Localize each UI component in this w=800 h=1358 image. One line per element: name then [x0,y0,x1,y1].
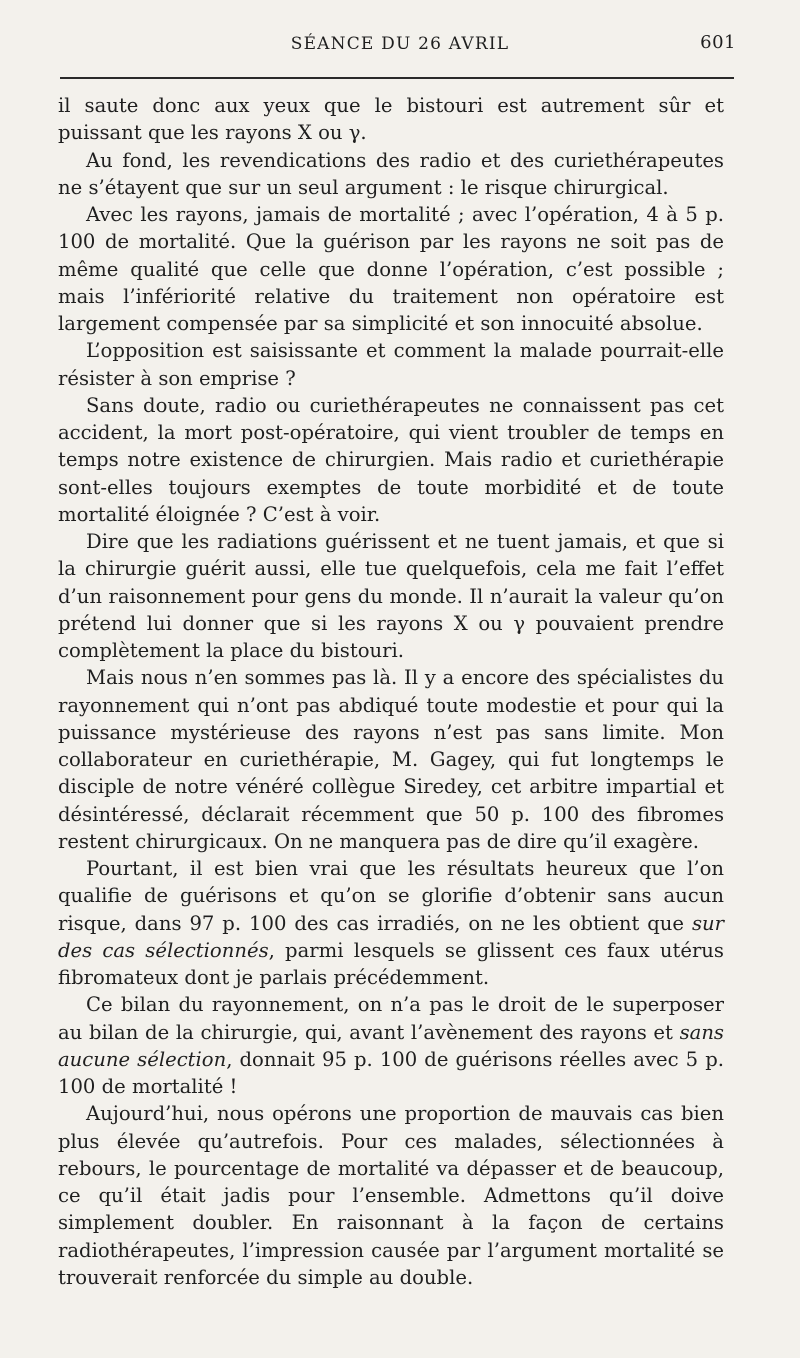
paragraph-3: Avec les rayons, jamais de mortalité ; avec l’opération, 4 à 5 p. 100 de mortalité. Que la guérison par les rayons ne soit pas de même qualité que celle que donne l’opération, c’est possible ; mais l’infériorité relative du traitement non opératoire est largement compensée par sa simplicité et son innocuité absolue. [58,203,724,335]
paragraph-8-italic: sur des cas sélectionnés [58,911,724,962]
header-title: SÉANCE DU 26 AVRIL [290,34,510,54]
running-header [60,30,740,64]
paragraph-8 [58,855,724,991]
paragraph-5: Sans doute, radio ou curiethérapeutes ne connaissent pas cet accident, la mort post-opératoire, qui vient troubler de temps en temps notre existence de chirurgien. Mais radio et curiethérapie sont-elles toujours exemptes de toute morbidité et de toute mortalité éloignée ? C’est à voir. [58,393,724,526]
paragraph-9-after: , donnait 95 p. 100 de guérisons réelles avec 5 p. 100 de mortalité ! [58,1047,724,1098]
paragraph-6: Dire que les radiations guérissent et ne tuent jamais, et que si la chirurgie guérit aussi, elle tue quelquefois, cela me fait l’effet d’un raisonnement pour gens du monde. Il n’aurait la valeur qu’on prétend lui donner que si les rayons X ou γ pouvaient prendre complètement la place du bistouri. [58,530,724,662]
paragraph-9 [58,991,724,1100]
paragraph-8-after: , parmi lesquels se glissent ces faux utérus fibromateux dont je parlais précédemment. [58,938,724,989]
paragraph-9-italic: sans aucune sélection [58,1020,724,1071]
paragraph-7: Mais nous n’en sommes pas là. Il y a encore des spécialistes du rayonnement qui n’ont pas abdiqué toute modestie et pour qui la puissance mystérieuse des rayons n’est pas sans limite. Mon collaborateur en curiethérapie, M. Gagey, qui fut longtemps le disciple de notre vénéré collègue Siredey, cet arbitre impartial et désintéressé, déclarait récemment que 50 p. 100 des fibromes restent chirurgicaux. On ne manquera pas de dire qu’il exagère. [58,666,724,853]
page-number: 601 [700,32,736,53]
paragraph-10: Aujourd’hui, nous opérons une proportion de mauvais cas bien plus élevée qu’autrefois. Pour ces malades, sélectionnées à rebours, le pourcentage de mortalité va dépasser et de beaucoup, ce qu’il était jadis pour l’ensemble. Admettons qu’il doive simplement doubler. En raisonnant à la façon de certains radiothérapeutes, l’impression causée par l’argument mortalité se trouverait renforcée du simple au double. [58,1102,724,1289]
body-text [58,92,724,1291]
paragraph-9-before: Ce bilan du rayonnement, on n’a pas le droit de le superposer au bilan de la chirurgie, qui, avant l’avènement des rayons et [58,993,724,1044]
paragraph-2: Au fond, les revendications des radio et des curiethérapeutes ne s’étayent que sur un seul argument : le risque chirurgical. [58,148,724,199]
paragraph-4: L’opposition est saisissante et comment la malade pourrait-elle résister à son emprise ? [58,339,724,390]
paragraph-1: il saute donc aux yeux que le bistouri est autrement sûr et puissant que les rayons X ou γ. [58,94,724,145]
header-rule [60,77,734,79]
paragraph-8-before: Pourtant, il est bien vrai que les résultats heureux que l’on qualifie de guérisons et qu’on se glorifie d’obtenir sans aucun risque, dans 97 p. 100 des cas irradiés, on ne les obtient que [58,857,724,935]
